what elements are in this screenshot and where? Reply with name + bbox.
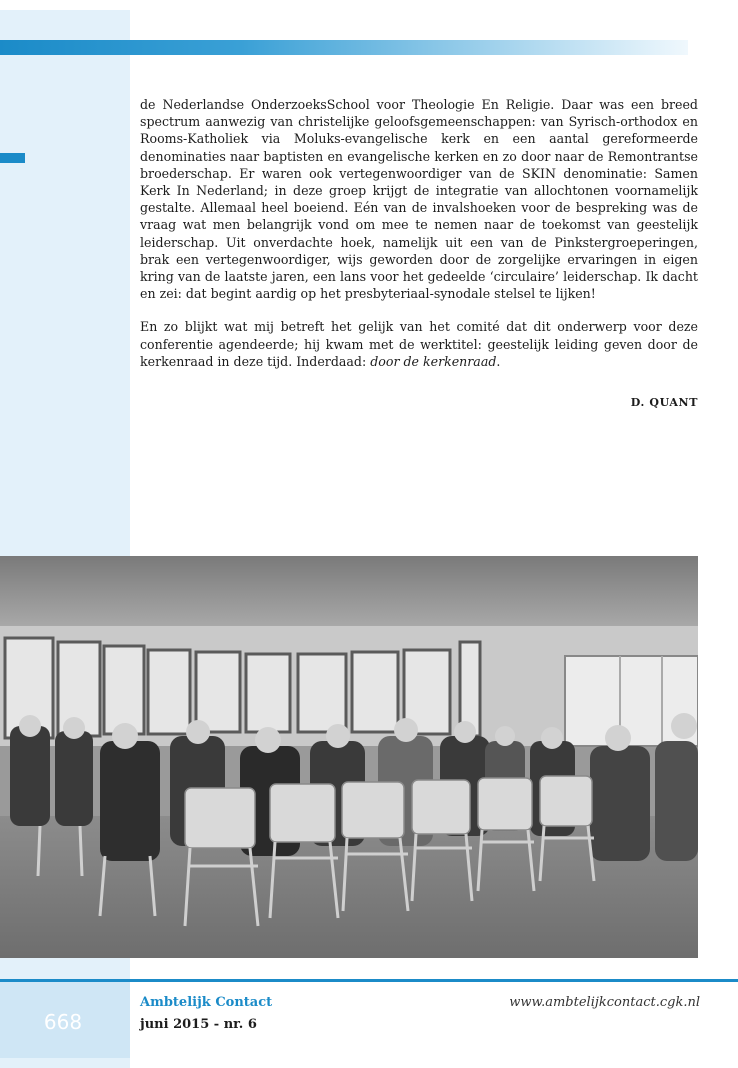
- article-paragraph-2: [140, 318, 698, 370]
- article-body: [140, 96, 698, 386]
- header-gradient-bar: [0, 40, 688, 55]
- article-paragraph-2-end: .: [496, 353, 501, 369]
- article-emphasis: door de kerkenraad: [370, 353, 497, 369]
- conference-audience-photo: [0, 556, 698, 958]
- article-paragraph-2-text: En zo blijkt wat mij betreft het gelijk van het comité dat dit onderwerp voor deze conferentie agendeerde; hij kwam met de werktitel: geestelijk leiding geven door de kerkenraad in deze tijd. Inderdaad:: [140, 319, 698, 369]
- magazine-url[interactable]: www.ambtelijkcontact.cgk.nl: [509, 995, 700, 1010]
- page-number: 668: [43, 1010, 83, 1034]
- author-signature: D. QUANT: [630, 396, 698, 409]
- magazine-title: Ambtelijk Contact: [140, 995, 273, 1010]
- side-marker: [0, 153, 25, 163]
- magazine-issue: juni 2015 - nr. 6: [140, 1017, 257, 1032]
- article-paragraph-1: de Nederlandse OnderzoeksSchool voor Theologie En Religie. Daar was een breed spectrum aanwezig van christelijke geloofsgemeenschappen: van Syrisch-orthodox en Rooms-Katholiek via Moluks-evangelische kerk en een aantal gereformeerde denominaties naar baptisten en evangelische kerken en zo door naar de Remontrantse broederschap. Er waren ook vertegenwoordiger van de SKIN denominatie: Samen Kerk In Nederland; in deze groep krijgt de integratie van allochtonen voornamelijk gestalte. Allemaal heel boeiend. Eén van de invalshoeken voor de bespreking was de vraag wat men belangrijk vond om mee te nemen naar de toekomst van geestelijk leiderschap. Uit onverdachte hoek, namelijk uit een van de Pinkstergroeperingen, brak een vertegenwoordiger, wijs geworden door de zorgelijke ervaringen in eigen kring van de laatste jaren, een lans voor het gedeelde ‘circulaire’ leiderschap. Ik dacht en zei: dat begint aardig op het presbyteriaal-synodale stelsel te lijken!: [140, 97, 698, 302]
